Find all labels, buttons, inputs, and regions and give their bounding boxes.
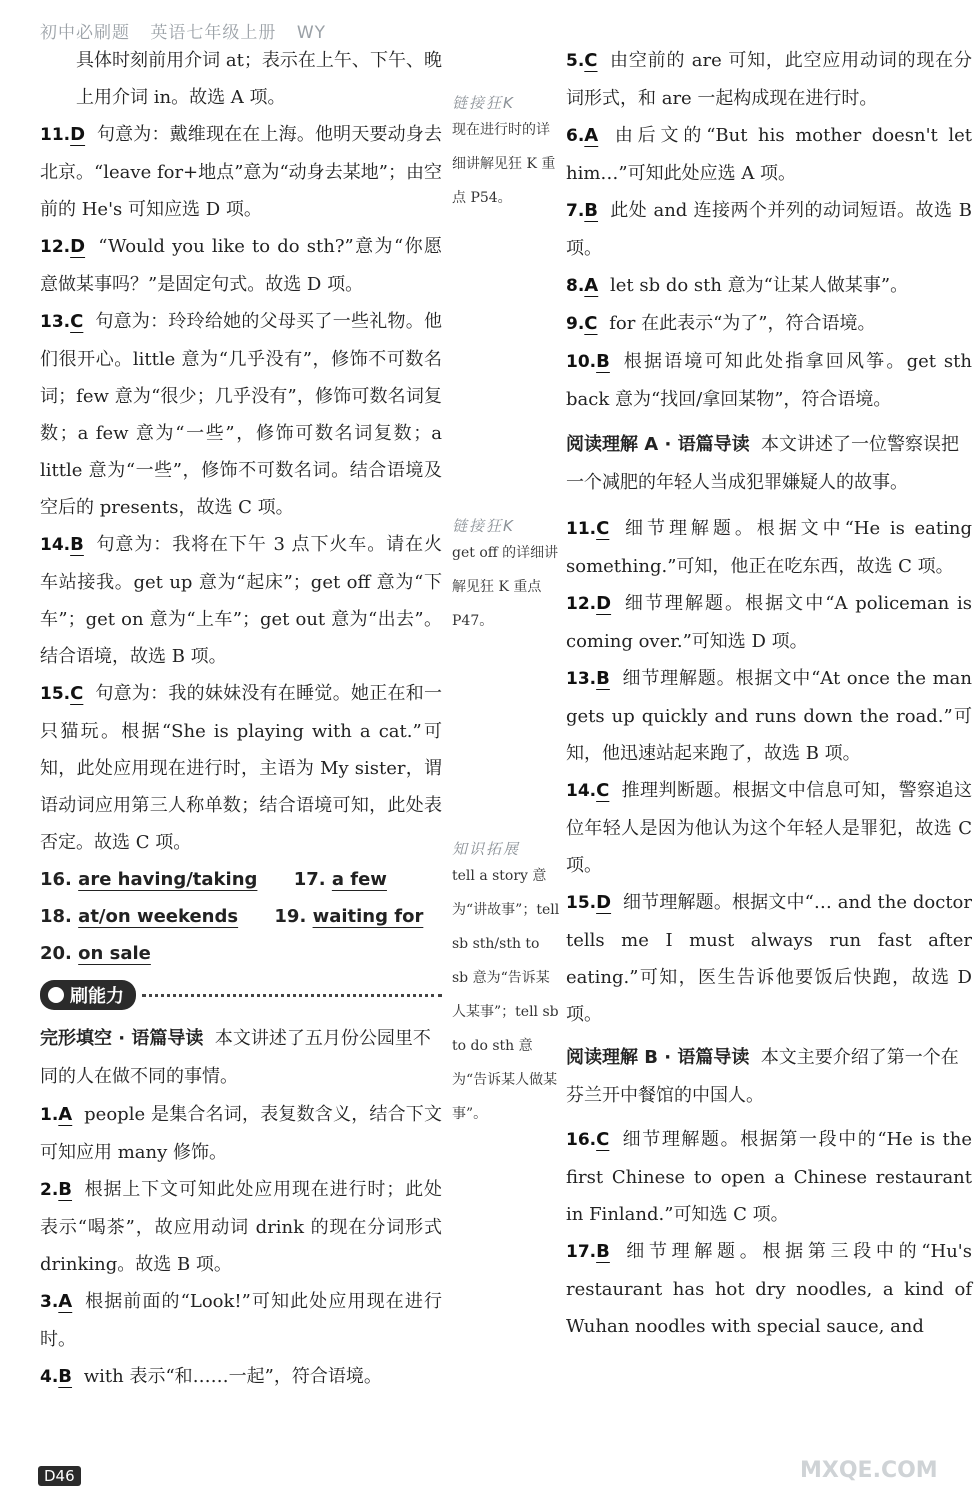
answer-item: 12.D 细节理解题。根据文中“A policeman is coming over.”可知选 D 项。	[566, 593, 972, 652]
fill-answers-row: 20. on sale	[40, 943, 151, 964]
side-note: get off 的详细讲解见狂 K 重点 P47。	[452, 545, 559, 629]
left-column	[40, 42, 442, 1396]
answer-item: 7.B 此处 and 连接两个并列的动词短语。故选 B 项。	[566, 200, 972, 259]
side-notes-column	[452, 92, 560, 1131]
answer-item: 11.C 细节理解题。根据文中“He is eating something.”可知，他正在吃东西，故选 C 项。	[566, 518, 972, 577]
answer-item: 12.D “Would you like to do sth?”意为“你愿意做某事吗？”是固定句式。故选 D 项。	[40, 236, 442, 295]
answer-item: 15.D 细节理解题。根据文中“… and the doctor tells me I must always run fast after eating.”可知，医生告诉他要饭后快跑，故选 D 项。	[566, 892, 972, 1025]
answer-item: 3.A 根据前面的“Look!”可知此处应用现在进行时。	[40, 1291, 442, 1350]
right-column	[566, 42, 972, 1345]
answer-item: 8.A let sb do sth 意为“让某人做某事”。	[566, 275, 909, 296]
page-header	[40, 18, 340, 43]
answer-item: 14.C 推理判断题。根据文中信息可知，警察追这位年轻人是因为他认为这个年轻人是罪犯，故选 C 项。	[566, 780, 972, 876]
answer-item: 13.B 细节理解题。根据文中“At once the man gets up quickly and runs down the road.”可知，他迅速站起来跑了，故选 B 项。	[566, 668, 972, 764]
answer-item: 11.D 句意为：戴维现在在上海。他明天要动身去北京。“leave for+地点”意为“动身去某地”；由空前的 He's 可知应选 D 项。	[40, 124, 442, 220]
answer-item: 6.A 由后文的“But his mother doesn't let him…”可知此处应选 A 项。	[566, 125, 972, 184]
pen-icon	[48, 987, 64, 1003]
fill-answers-row: 16. are having/taking 17. a few	[40, 869, 387, 890]
link-tag: 链接狂K	[452, 94, 515, 112]
answer-item: 10.B 根据语境可知此处指拿回风筝。get sth back 意为“找回/拿回某物”，符合语境。	[566, 351, 972, 410]
book-title: 英语七年级上册	[150, 23, 277, 43]
answer-item: 9.C for 在此表示“为了”，符合语境。	[566, 313, 876, 334]
answer-item: 17.B 细节理解题。根据第三段中的“Hu's restaurant has hot dry noodles, a kind of Wuhan noodles with special sauce, and	[566, 1241, 972, 1337]
dotted-divider	[142, 994, 442, 997]
watermark: MXQE.COM	[800, 1458, 938, 1483]
section-intro: 阅读理解 A · 语篇导读 本文讲述了一位警察误把一个减肥的年轻人当成犯罪嫌疑人的故事。	[566, 434, 960, 493]
answer-item: 15.C 句意为：我的妹妹没有在睡觉。她正在和一只猫玩。根据“She is playing with a cat.”可知，此处应用现在进行时，主语为 My sister，谓语动词应用第三人称单数；结合语境可知，此处表否定。故选 C 项。	[40, 683, 442, 853]
answer-item: 4.B with 表示“和……一起”，符合语境。	[40, 1366, 382, 1387]
answer-item: 13.C 句意为：玲玲给她的父母买了一些礼物。他们很开心。little 意为“几乎没有”，修饰不可数名词；few 意为“很少；几乎没有”，修饰可数名词复数；a few 意为“一些”，修饰可数名词复数；a little 意为“一些”，修饰不可数名词。结合语境及空后的 presents，故选 C 项。	[40, 311, 442, 518]
answer-item: 14.B 句意为：我将在下午 3 点下火车。请在火车站接我。get up 意为“起床”；get off 意为“下车”；get on 意为“上车”；get out 意为“出去”。结合语境，故选 B 项。	[40, 534, 442, 667]
answer-item: 5.C 由空前的 are 可知，此空应用动词的现在分词形式，和 are 一起构成现在进行时。	[566, 50, 972, 109]
edition-label: WY	[296, 23, 327, 43]
intro-text: 具体时刻前用介词 at；表示在上午、下午、晚上用介词 in。故选 A 项。	[76, 50, 442, 108]
section-intro: 阅读理解 B · 语篇导读 本文主要介绍了第一个在芬兰开中餐馆的中国人。	[566, 1047, 959, 1106]
section-banner	[40, 980, 442, 1010]
fill-answers-row: 18. at/on weekends 19. waiting for	[40, 906, 424, 927]
page-number: D46	[38, 1466, 81, 1486]
side-note: tell a story 意为“讲故事”；tell sb sth/sth to sb 意为“告诉某人某事”；tell sb to do sth 意为“告诉某人做某事”。	[452, 868, 560, 1122]
series-title: 初中必刷题	[40, 23, 130, 43]
knowledge-tag: 知识拓展	[452, 840, 521, 858]
answer-item: 2.B 根据上下文可知此处应用现在进行时；此处表示“喝茶”，故应用动词 drink 的现在分词形式 drinking。故选 B 项。	[40, 1179, 442, 1275]
side-note: 现在进行时的详细讲解见狂 K 重点 P54。	[452, 122, 556, 206]
answer-item: 1.A people 是集合名词，表复数含义，结合下文可知应用 many 修饰。	[40, 1104, 442, 1163]
answer-item: 16.C 细节理解题。根据第一段中的“He is the first Chinese to open a Chinese restaurant in Finland.”可知选 C 项。	[566, 1129, 972, 1225]
banner-badge: 刷能力	[40, 980, 136, 1010]
link-tag: 链接狂K	[452, 517, 515, 535]
section-intro: 完形填空 · 语篇导读 本文讲述了五月份公园里不同的人在做不同的事情。	[40, 1028, 431, 1087]
